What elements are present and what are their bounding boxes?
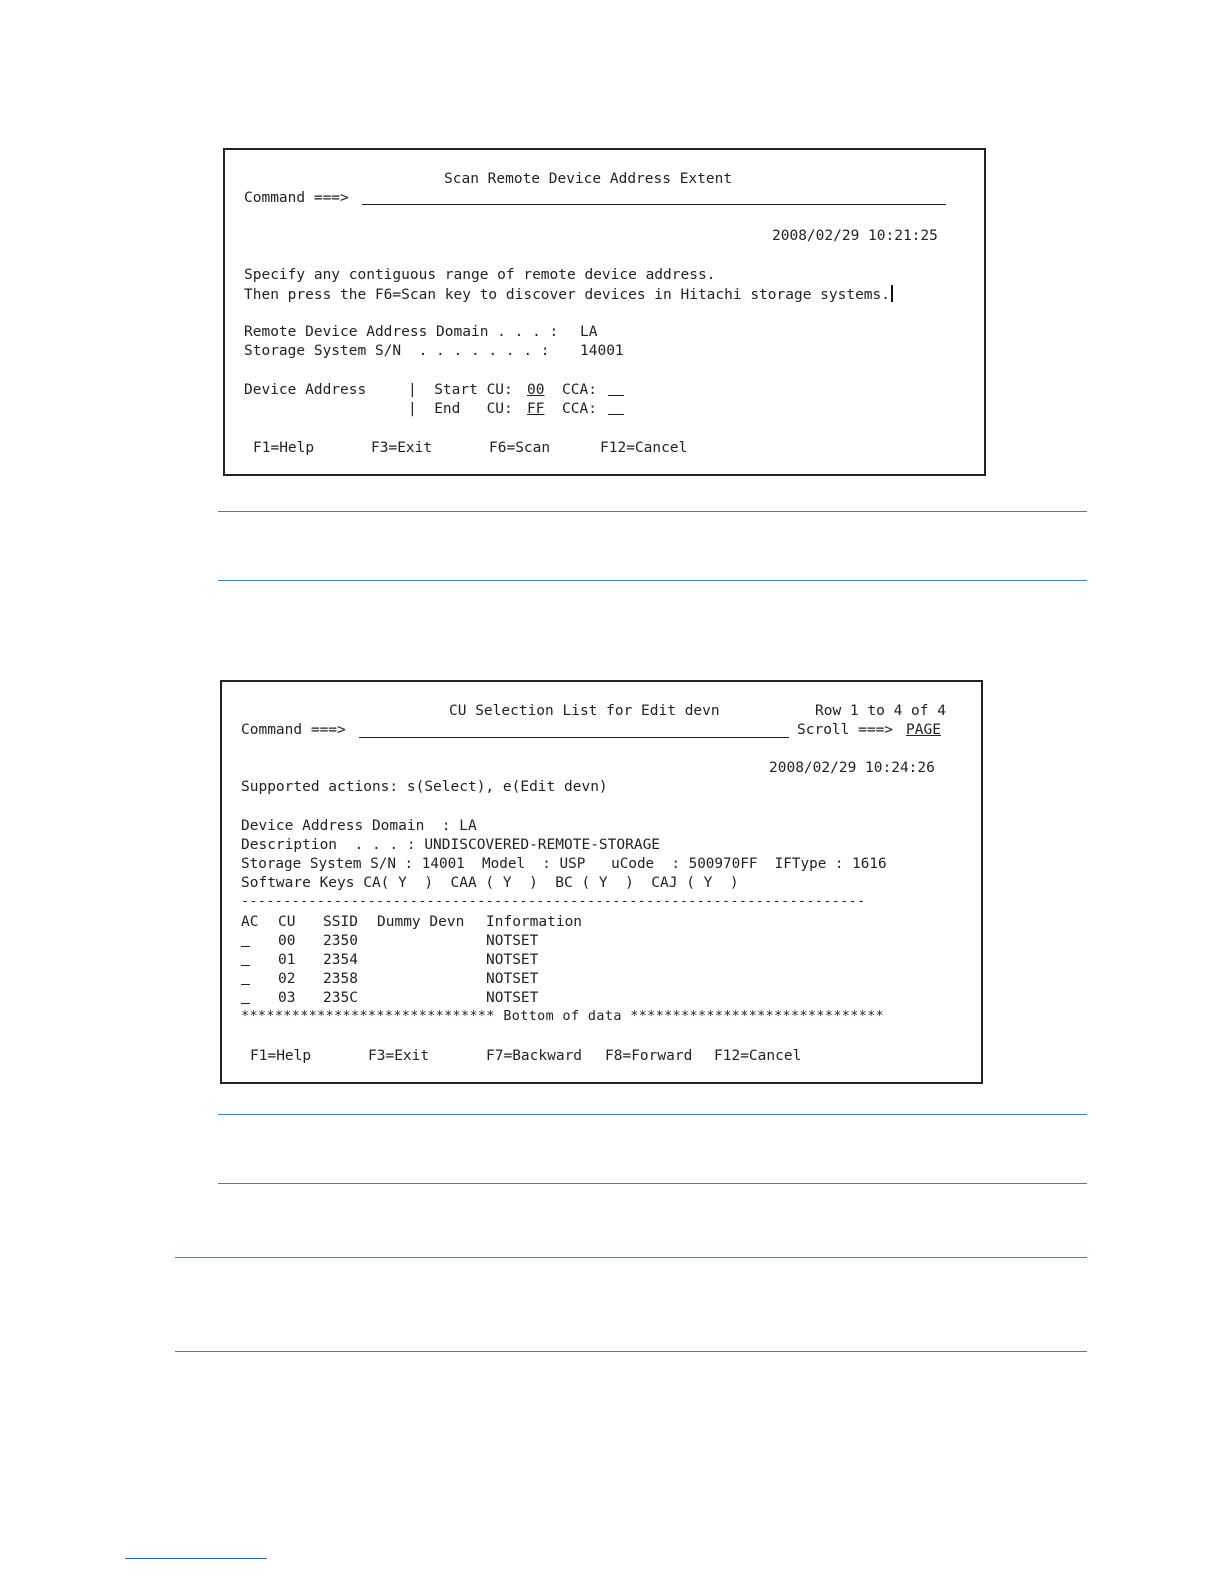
- f3-exit-key[interactable]: F3=Exit: [368, 1048, 430, 1064]
- f8-forward-key[interactable]: F8=Forward: [605, 1048, 693, 1064]
- domain-label: Remote Device Address Domain . . . :: [244, 324, 559, 340]
- start-cu-label: | Start CU:: [408, 382, 513, 398]
- column-header-cu: CU: [278, 914, 296, 930]
- row-cu: 02: [278, 971, 296, 987]
- end-cca-label: CCA:: [562, 401, 597, 417]
- row-info: Row 1 to 4 of 4: [815, 703, 946, 719]
- note-rule-top: [175, 1257, 1087, 1258]
- screen-title: Scan Remote Device Address Extent: [444, 171, 733, 187]
- command-label: Command ===>: [244, 190, 349, 206]
- device-address-label: Device Address: [244, 382, 367, 398]
- f12-cancel-key[interactable]: F12=Cancel: [714, 1048, 802, 1064]
- storage-line: Storage System S/N : 14001 Model : USP uCode : 500970FF IFType : 1616: [241, 856, 887, 872]
- row-information: NOTSET: [486, 990, 539, 1006]
- column-header-ac: AC: [241, 914, 259, 930]
- start-cu-field[interactable]: 00: [527, 382, 545, 398]
- separator: --------------------------------------------------------------------------: [241, 894, 866, 909]
- domain-value: LA: [580, 324, 598, 340]
- row-ssid: 2358: [323, 971, 358, 987]
- screen-title: CU Selection List for Edit devn: [449, 703, 720, 719]
- cu-selection-panel: [220, 680, 983, 1084]
- software-keys-line: Software Keys CA( Y ) CAA ( Y ) BC ( Y ) CAJ ( Y ): [241, 875, 739, 891]
- row-ssid: 2354: [323, 952, 358, 968]
- instruction-line-2: Then press the F6=Scan key to discover devices in Hitachi storage systems.: [244, 285, 893, 304]
- scroll-label: Scroll ===>: [797, 722, 894, 738]
- sn-value: 14001: [580, 343, 624, 359]
- caption-rule-top-2: [218, 1114, 1087, 1115]
- row-ssid: 235C: [323, 990, 358, 1006]
- bottom-of-data: ****************************** Bottom of data ******************************: [241, 1009, 885, 1024]
- f1-help-key[interactable]: F1=Help: [250, 1048, 312, 1064]
- f7-backward-key[interactable]: F7=Backward: [486, 1048, 583, 1064]
- f6-scan-key[interactable]: F6=Scan: [489, 440, 551, 456]
- caption-rule-top-1: [218, 511, 1087, 512]
- note-rule-bottom: [175, 1351, 1087, 1352]
- supported-actions: Supported actions: s(Select), e(Edit devn): [241, 779, 608, 795]
- end-cu-field[interactable]: FF: [527, 401, 545, 417]
- row-information: NOTSET: [486, 952, 539, 968]
- column-header-information: Information: [486, 914, 583, 930]
- caption-rule-bottom-2: [218, 1183, 1087, 1184]
- start-cca-label: CCA:: [562, 382, 597, 398]
- row-information: NOTSET: [486, 933, 539, 949]
- f1-help-key[interactable]: F1=Help: [253, 440, 315, 456]
- start-cca-field[interactable]: [608, 381, 624, 399]
- f12-cancel-key[interactable]: F12=Cancel: [600, 440, 688, 456]
- description-line: Description . . . : UNDISCOVERED-REMOTE-STORAGE: [241, 837, 661, 853]
- scan-remote-panel: [223, 148, 986, 476]
- instruction-line-1: Specify any contiguous range of remote device address.: [244, 267, 716, 283]
- row-cu: 00: [278, 933, 296, 949]
- text-cursor: [891, 285, 893, 302]
- timestamp: 2008/02/29 10:21:25: [772, 228, 938, 244]
- row-cu: 03: [278, 990, 296, 1006]
- column-header-dummy-devn: Dummy Devn: [377, 914, 465, 930]
- scroll-field[interactable]: PAGE: [906, 722, 941, 738]
- column-header-ssid: SSID: [323, 914, 358, 930]
- f3-exit-key[interactable]: F3=Exit: [371, 440, 433, 456]
- row-cu: 01: [278, 952, 296, 968]
- timestamp: 2008/02/29 10:24:26: [769, 760, 935, 776]
- footnote-rule: [125, 1558, 267, 1559]
- domain-line: Device Address Domain : LA: [241, 818, 477, 834]
- end-cu-label: | End CU:: [408, 401, 513, 417]
- command-input[interactable]: [362, 204, 946, 205]
- command-input[interactable]: [359, 737, 789, 738]
- sn-label: Storage System S/N . . . . . . . :: [244, 343, 550, 359]
- end-cca-field[interactable]: [608, 400, 624, 418]
- caption-rule-bottom-1: [218, 580, 1087, 581]
- row-information: NOTSET: [486, 971, 539, 987]
- command-label: Command ===>: [241, 722, 346, 738]
- row-ssid: 2350: [323, 933, 358, 949]
